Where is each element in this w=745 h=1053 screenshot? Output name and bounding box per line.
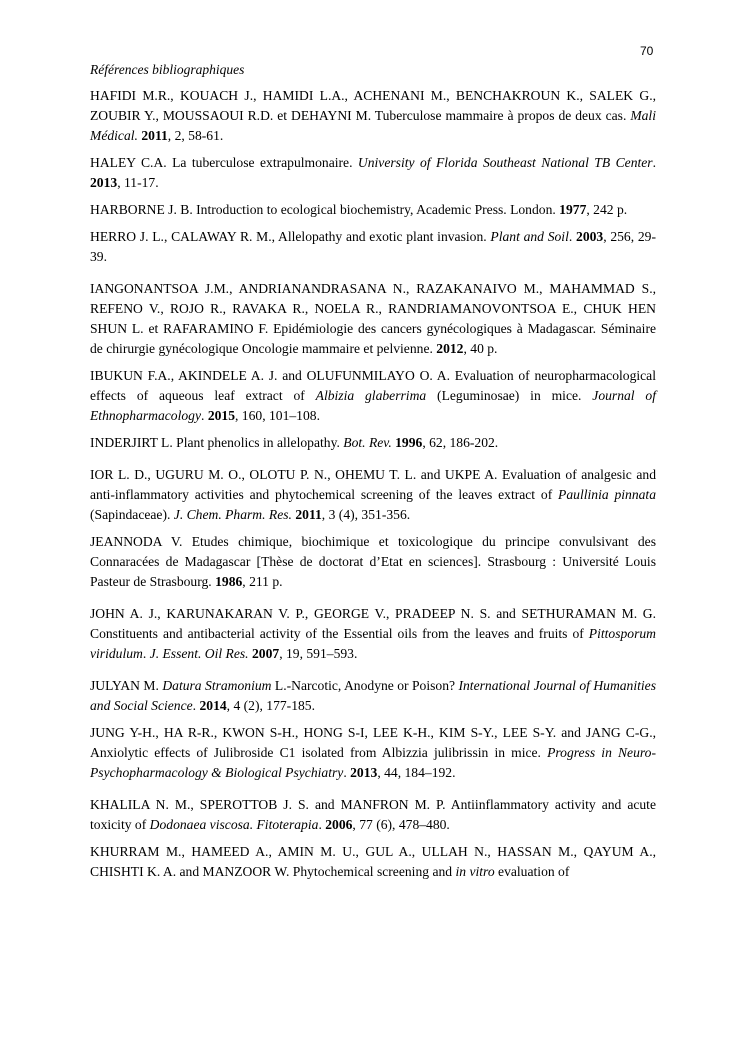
reference-entry [90, 795, 656, 835]
reference-segment: , 62, 186-202. [422, 435, 499, 450]
reference-segment: , 77 (6), 478–480. [352, 817, 450, 832]
reference-segment: . [192, 698, 200, 713]
reference-segment: IANGONANTSOA J.M., ANDRIANANDRASANA N., RAZAKANAIVO M., MAHAMMAD S., REFENO V., ROJO R., RAVAKA R., NOELA R., RANDRIAMANOVONTSOA E., CHUK HEN SHUN L. et RAFARAMINO F. Epidémiologie des cancers gynécologiques à Madagascar. Séminaire de chirurgie gynécologique Oncologie mammaire et pelvienne. [90, 281, 656, 356]
reference-segment: HAFIDI M.R., KOUACH J., HAMIDI L.A., ACHENANI M., BENCHAKROUN K., SALEK G., ZOUBIR Y., MOUSSAOUI R.D. et DEHAYNI M. Tuberculose mammaire à propos de deux cas. [90, 88, 656, 123]
reference-segment: Mali Médical. [90, 108, 656, 143]
reference-segment: 2011 [141, 128, 168, 143]
reference-segment: Pittosporum viridulum [90, 626, 656, 661]
reference-segment: , 44, 184–192. [377, 765, 456, 780]
reference-segment: IBUKUN F.A., AKINDELE A. J. and OLUFUNMILAYO O. A. Evaluation of neuropharmacological effects of aqueous leaf extract of [90, 368, 656, 403]
reference-entry [90, 676, 656, 716]
reference-entry [90, 153, 656, 193]
reference-segment: , 211 p. [242, 574, 283, 589]
reference-segment: , 3 (4), 351-356. [321, 507, 411, 522]
reference-segment: , 160, 101–108. [235, 408, 320, 423]
reference-segment: KHURRAM M., HAMEED A., AMIN M. U., GUL A., ULLAH N., HASSAN M., QAYUM A., CHISHTI K. A. and MANZOOR W. Phytochemical screening and [90, 844, 656, 879]
reference-entry [90, 86, 656, 146]
reference-segment: Dodonaea viscosa. Fitoterapia [149, 817, 319, 832]
reference-segment: J. Chem. Pharm. Res. [173, 507, 292, 522]
reference-segment: , 256, 29-39. [90, 229, 656, 264]
reference-entry [90, 723, 656, 783]
reference-segment: 1977 [559, 202, 587, 217]
reference-entry [90, 279, 656, 359]
page-number: 70 [640, 44, 654, 58]
reference-segment: 2003 [576, 229, 604, 244]
reference-segment: evaluation of [494, 864, 570, 879]
reference-segment: JUNG Y-H., HA R-R., KWON S-H., HONG S-I, LEE K-H., KIM S-Y., LEE S-Y. and JANG C-G., Anxiolytic effects of Julibroside C1 isolated from Albizzia julibrissin in mice. [90, 725, 656, 760]
reference-segment: . [568, 229, 577, 244]
reference-segment: 2013 [350, 765, 378, 780]
reference-segment: Progress in Neuro-Psychopharmacology & Biological Psychiatry [90, 745, 657, 780]
reference-entry [90, 532, 656, 592]
reference-segment: , 242 p. [586, 202, 628, 217]
reference-entry [90, 604, 656, 664]
reference-segment: Albizia glaberrima [315, 388, 427, 403]
reference-segment: , 2, 58-61. [167, 128, 224, 143]
reference-segment: 2011 [295, 507, 322, 522]
reference-segment: in vitro [455, 864, 495, 879]
reference-segment: L.-Narcotic, Anodyne or Poison? [271, 678, 459, 693]
reference-segment: INDERJIRT L. Plant phenolics in allelopathy. [90, 435, 344, 450]
reference-entry [90, 366, 656, 426]
reference-segment: J. Essent. Oil Res. [149, 646, 249, 661]
reference-segment: International Journal of Humanities and Social Science [90, 678, 657, 713]
reference-segment: 2007 [252, 646, 280, 661]
reference-segment: , 40 p. [463, 341, 498, 356]
reference-segment: , 11-17. [117, 175, 159, 190]
reference-segment: 1996 [395, 435, 423, 450]
reference-entry [90, 842, 656, 882]
reference-list [90, 86, 656, 882]
reference-segment: JULYAN M. [90, 678, 163, 693]
reference-segment: 2015 [207, 408, 235, 423]
reference-segment: Datura Stramonium [162, 678, 272, 693]
reference-segment: 2012 [436, 341, 464, 356]
reference-segment: . [142, 646, 150, 661]
reference-entry [90, 465, 656, 525]
reference-segment: , 19, 591–593. [279, 646, 358, 661]
reference-segment: HERRO J. L., CALAWAY R. M., Allelopathy and exotic plant invasion. [90, 229, 491, 244]
reference-segment: HARBORNE J. B. Introduction to ecological biochemistry, Academic Press. London. [90, 202, 560, 217]
running-head: Références bibliographiques [90, 62, 245, 77]
reference-segment: KHALILA N. M., SPEROTTOB J. S. and MANFRON M. P. Antiinflammatory activity and acute toxicity of [90, 797, 656, 832]
reference-segment: 2006 [325, 817, 353, 832]
reference-segment: 2013 [90, 175, 118, 190]
reference-entry [90, 433, 656, 453]
reference-segment: JOHN A. J., KARUNAKARAN V. P., GEORGE V., PRADEEP N. S. and SETHURAMAN M. G. Constituents and antibacterial activity of the Essential oils from the leaves and fruits of [90, 606, 656, 641]
reference-segment: , 4 (2), 177-185. [226, 698, 316, 713]
reference-segment: Journal of Ethnopharmacology [90, 388, 656, 423]
reference-segment: . [201, 408, 208, 423]
reference-segment: . [343, 765, 351, 780]
reference-segment: 2014 [199, 698, 227, 713]
reference-segment: Bot. Rev. [343, 435, 392, 450]
reference-segment: Paullinia pinnata [558, 487, 656, 502]
reference-segment: IOR L. D., UGURU M. O., OLOTU P. N., OHEMU T. L. and UKPE A. Evaluation of analgesic and anti-inflammatory activities and phytochemical screening of the leaves extract of [90, 467, 656, 502]
reference-segment: 1986 [215, 574, 243, 589]
reference-segment: JEANNODA V. Etudes chimique, biochimique et toxicologique du principe convulsivant des Connaracées de Madagascar [Thèse de doctorat d’Etat en sciences]. Strasbourg : Université Louis Pasteur de Strasbourg. [90, 534, 656, 589]
reference-segment: . [652, 155, 656, 170]
reference-segment: . [318, 817, 326, 832]
reference-segment: University of Florida Southeast National TB Center [357, 155, 653, 170]
reference-segment: (Leguminosae) in mice. [426, 388, 593, 403]
reference-entry [90, 227, 656, 267]
reference-segment: Plant and Soil [490, 229, 569, 244]
reference-entry [90, 200, 656, 220]
reference-segment: (Sapindaceae). [90, 507, 174, 522]
reference-segment: HALEY C.A. La tuberculose extrapulmonaire. [90, 155, 358, 170]
